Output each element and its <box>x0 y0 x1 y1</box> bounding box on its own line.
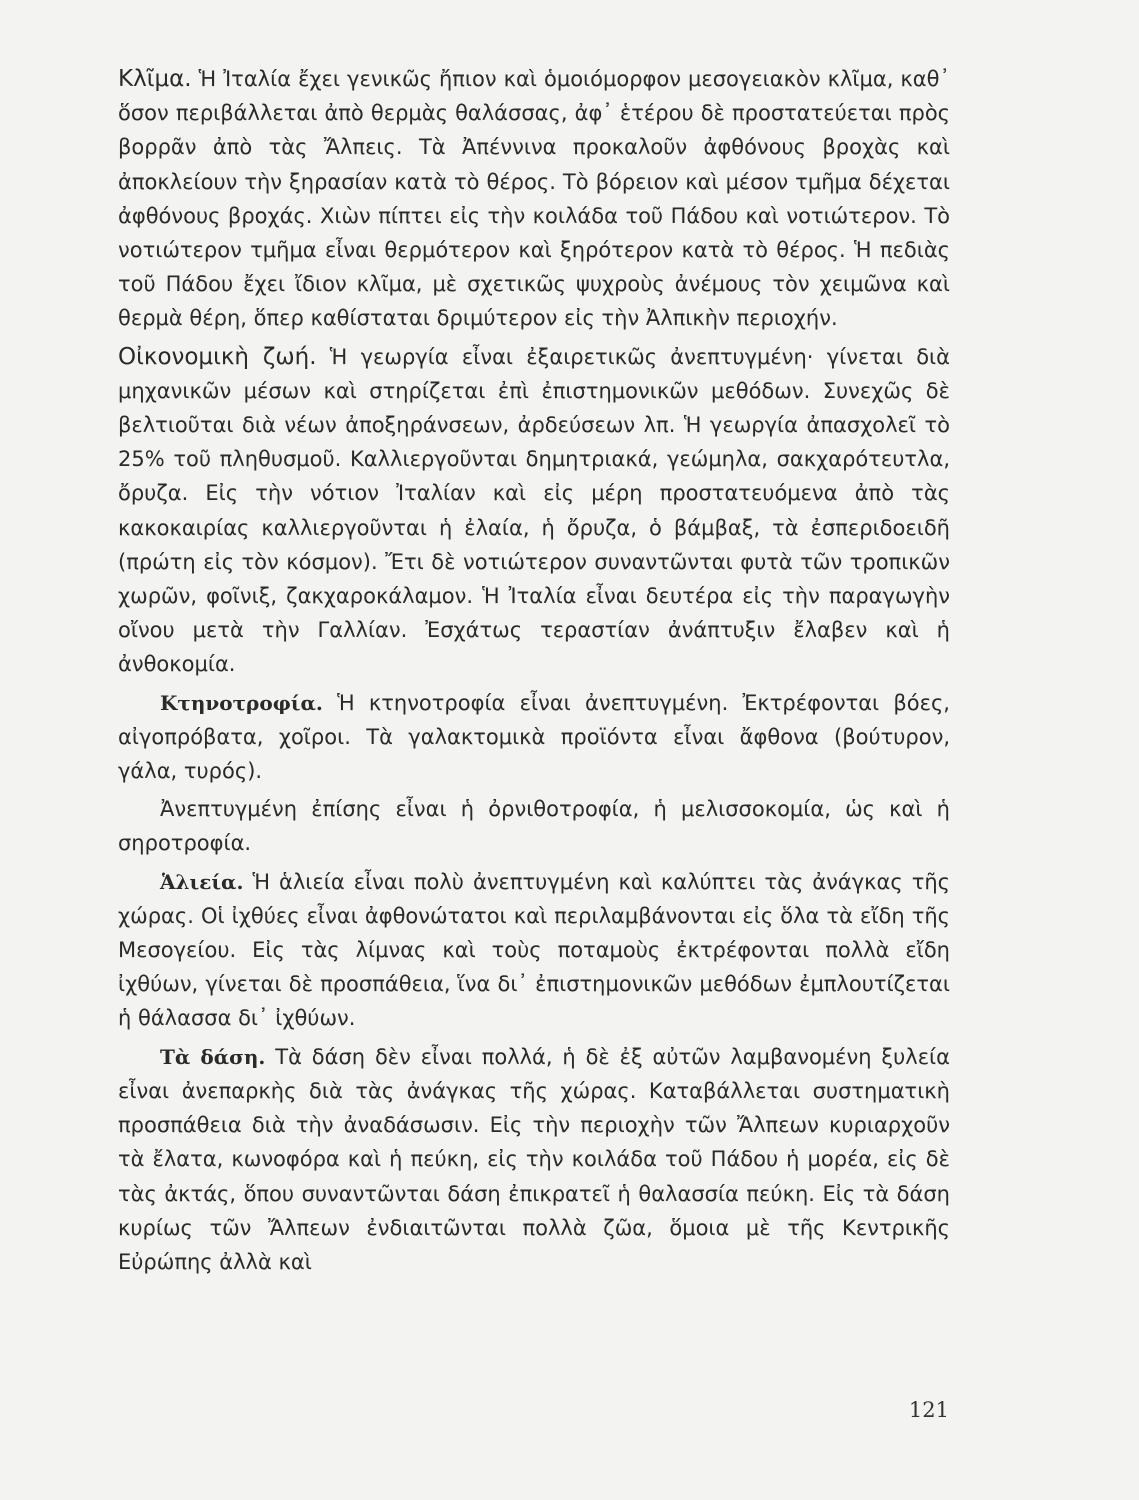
heading-climate: Κλῖμα. <box>118 66 192 92</box>
page-number: 121 <box>908 1398 949 1422</box>
paragraph-fishing <box>118 865 950 1036</box>
paragraph-poultry <box>118 792 950 860</box>
text-forests: Τὰ δάση δὲν εἶναι πολλά, ἡ δὲ ἐξ αὐτῶν λαμβανομένη ξυλεία εἶναι ἀνεπαρκὴς διὰ τὰς ἀνάγκας τῆς χώρας. Καταβάλλεται συστηματικὴ προσπάθεια διὰ τὴν ἀναδάσωσιν. Εἰς τὴν περιοχὴν τῶν Ἄλπεων κυριαρχοῦν τὰ ἔλατα, κωνοφόρα καὶ ἡ πεύκη, εἰς τὴν κοιλάδα τοῦ Πάδου ἡ μορέα, εἰς δὲ τὰς ἀκτάς, ὅπου συναντῶνται δάση ἐπικρατεῖ ἡ θαλασσία πεύκη. Εἰς τὰ δάση κυρίως τῶν Ἄλπεων ἐνδιαιτῶνται πολλὰ ζῶα, ὅμοια μὲ τῆς Κεντρικῆς Εὐρώπης ἀλλὰ καὶ <box>118 1044 950 1274</box>
text-livestock: Ἡ κτηνοτροφία εἶναι ἀνεπτυγμένη. Ἐκτρέφονται βόες, αἰγοπρόβατα, χοῖροι. Τὰ γαλακτομικὰ προϊόντα εἶναι ἄφθονα (βούτυρον, γάλα, τυρός). <box>118 690 950 784</box>
paragraph-climate <box>118 62 950 336</box>
paragraph-livestock <box>118 686 950 789</box>
heading-forests: Τὰ δάση. <box>160 1044 266 1069</box>
paragraph-economic-life <box>118 340 950 682</box>
paragraph-forests <box>118 1040 950 1279</box>
heading-livestock: Κτηνοτροφία. <box>160 690 323 715</box>
text-fishing: Ἡ ἁλιεία εἶναι πολὺ ἀνεπτυγμένη καὶ καλύπτει τὰς ἀνάγκας τῆς χώρας. Οἱ ἰχθύες εἶναι ἀφθονώτατοι καὶ περιλαμβάνονται εἰς ὅλα τὰ εἴδη τῆς Μεσογείου. Εἰς τὰς λίμνας καὶ τοὺς ποταμοὺς ἐκτρέφονται πολλὰ εἴδη ἰχθύων, γίνεται δὲ προσπάθεια, ἵνα δι᾽ ἐπιστημονικῶν μεθόδων ἐμπλουτίζεται ἡ θάλασσα δι᾽ ἰχθύων. <box>118 869 950 1031</box>
page-body <box>118 62 950 1279</box>
text-climate: Ἡ Ἰταλία ἔχει γενικῶς ἤπιον καὶ ὁμοιόμορφον μεσογειακὸν κλῖμα, καθ᾽ ὅσον περιβάλλεται ἀπὸ θερμὰς θαλάσσας, ἀφ᾽ ἑτέρου δὲ προστατεύεται πρὸς βορρᾶν ἀπὸ τὰς Ἄλπεις. Τὰ Ἀπέννινα προκαλοῦν ἀφθόνους βροχὰς καὶ ἀποκλείουν τὴν ξηρασίαν κατὰ τὸ θέρος. Τὸ βόρειον καὶ μέσον τμῆμα δέχεται ἀφθόνους βροχάς. Χιὼν πίπτει εἰς τὴν κοιλάδα τοῦ Πάδου καὶ νοτιώτερον. Τὸ νοτιώτερον τμῆμα εἶναι θερμότερον καὶ ξηρότερον κατὰ τὸ θέρος. Ἡ πεδιὰς τοῦ Πάδου ἔχει ἴδιον κλῖμα, μὲ σχετικῶς ψυχροὺς ἀνέμους τὸν χειμῶνα καὶ θερμὰ θέρη, ὅπερ καθίσταται δριμύτερον εἰς τὴν Ἀλπικὴν περιοχήν. <box>118 67 950 331</box>
text-economic-life: Ἡ γεωργία εἶναι ἐξαιρετικῶς ἀνεπτυγμένη· γίνεται διὰ μηχανικῶν μέσων καὶ στηρίζεται ἐπὶ ἐπιστημονικῶν μεθόδων. Συνεχῶς δὲ βελτιοῦται διὰ νέων ἀποξηράνσεων, ἀρδεύσεων λπ. Ἡ γεωργία ἀπασχολεῖ τὸ 25% τοῦ πληθυσμοῦ. Καλλιεργοῦνται δημητριακά, γεώμηλα, σακχαρότευτλα, ὄρυζα. Εἰς τὴν νότιον Ἰταλίαν καὶ εἰς μέρη προστατευόμενα ἀπὸ τὰς κακοκαιρίας καλλιεργοῦνται ἡ ἐλαία, ἡ ὄρυζα, ὁ βάμβαξ, τὰ ἐσπεριδοειδῆ (πρώτη εἰς τὸν κόσμον). Ἔτι δὲ νοτιώτερον συναντῶνται φυτὰ τῶν τροπικῶν χωρῶν, φοῖνιξ, ζακχαροκάλαμον. Ἡ Ἰταλία εἶναι δευτέρα εἰς τὴν παραγωγὴν οἴνου μετὰ τὴν Γαλλίαν. Ἐσχάτως τεραστίαν ἀνάπτυξιν ἔλαβεν καὶ ἡ ἀνθοκομία. <box>118 344 950 677</box>
text-poultry: Ἀνεπτυγμένη ἐπίσης εἶναι ἡ ὀρνιθοτροφία, ἡ μελισσοκομία, ὡς καὶ ἡ σηροτροφία. <box>118 797 950 856</box>
heading-fishing: Ἁλιεία. <box>160 869 244 894</box>
heading-economic-life: Οἰκονομικὴ ζωή. <box>118 343 317 370</box>
